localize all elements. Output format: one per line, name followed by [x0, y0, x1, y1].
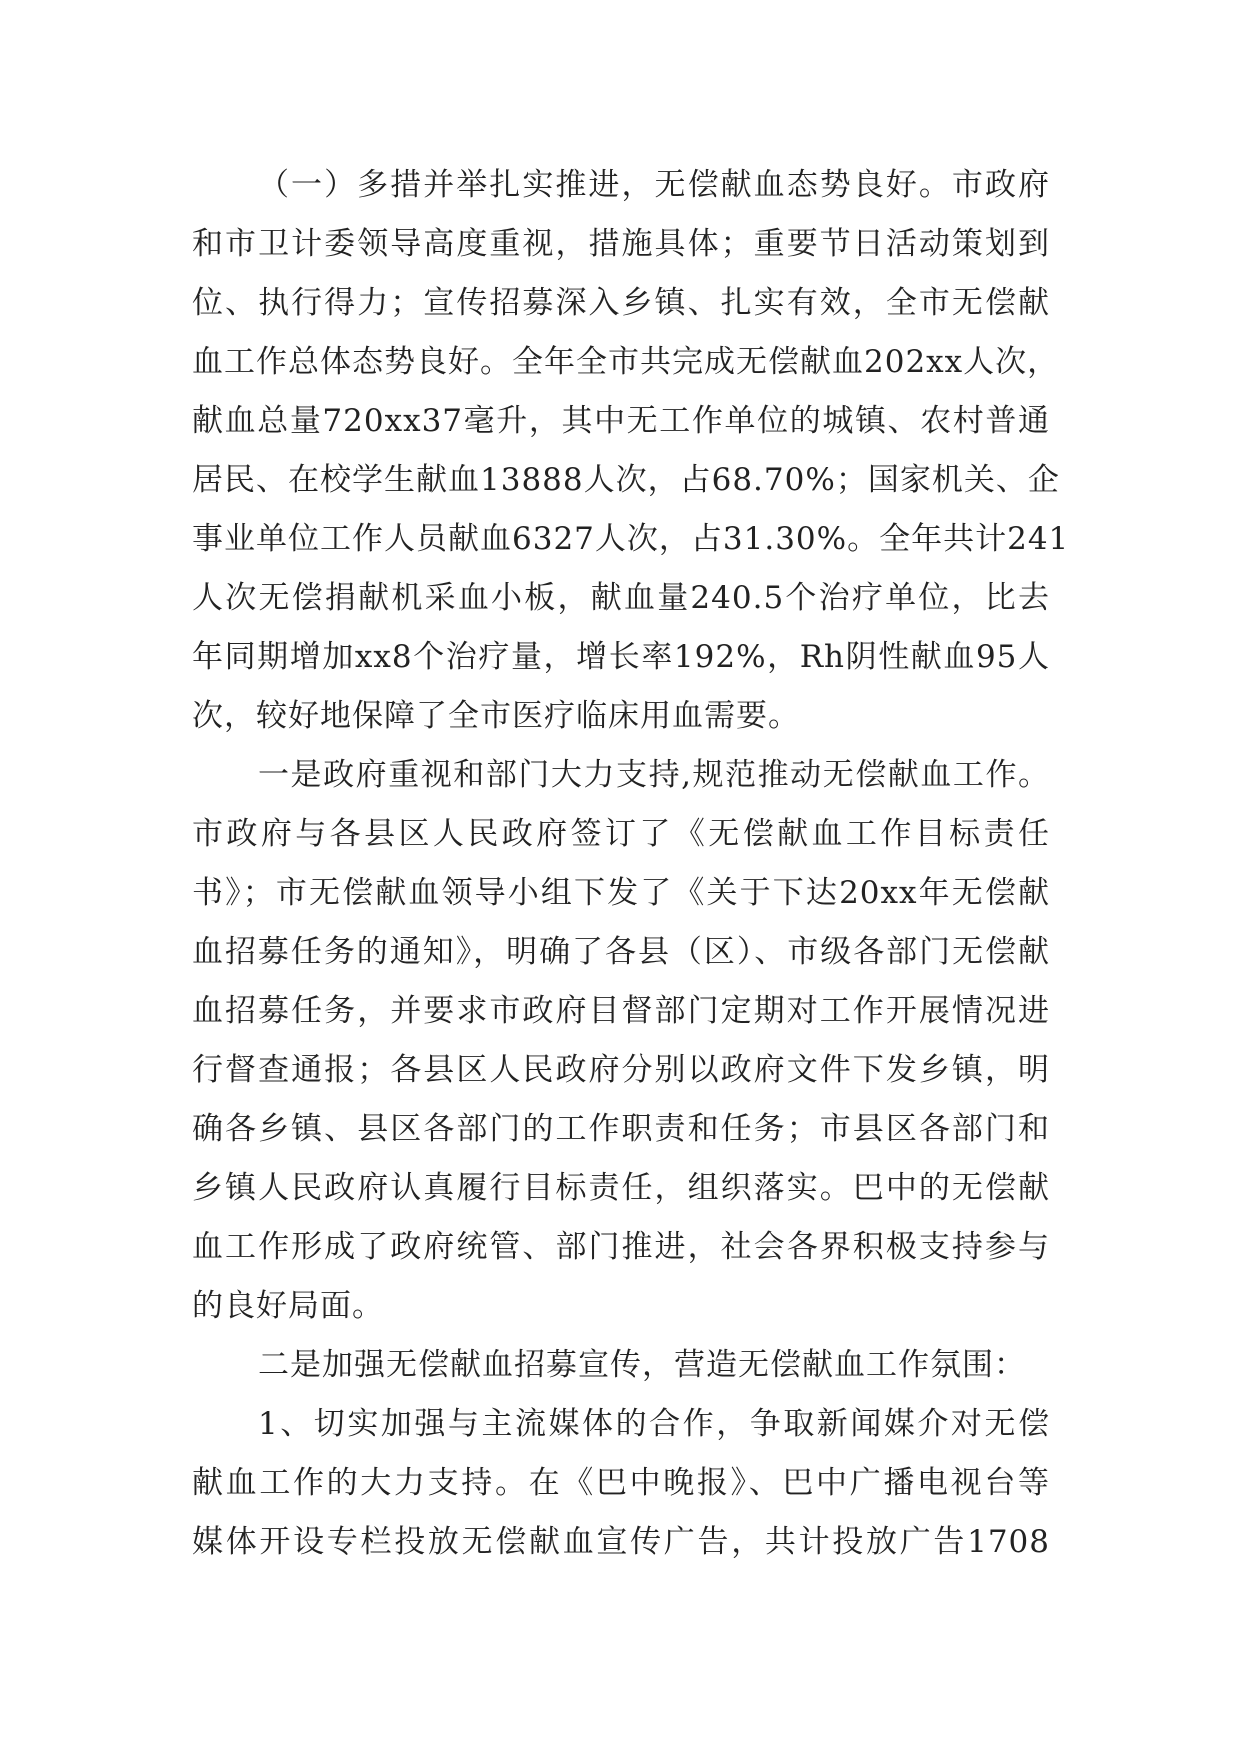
text-line: 一是政府重视和部门大力支持,规范推动无偿献血工作。	[258, 757, 1050, 793]
paragraph-2	[192, 746, 1050, 1336]
text-line: 市政府与各县区人民政府签订了《无偿献血工作目标责任	[192, 816, 1050, 852]
text-line: 年同期增加xx8个治疗量，增长率192%，Rh阴性献血95人	[192, 639, 1050, 675]
text-line: 二是加强无偿献血招募宣传，营造无偿献血工作氛围：	[258, 1347, 1026, 1383]
text-line: 书》；市无偿献血领导小组下发了《关于下达20xx年无偿献	[192, 875, 1050, 911]
text-line: 居民、在校学生献血13888人次，占68.70%；国家机关、企	[192, 462, 1060, 498]
document-body	[192, 156, 1070, 1572]
text-line: 1、切实加强与主流媒体的合作，争取新闻媒介对无偿	[258, 1406, 1050, 1442]
text-line: 献血工作的大力支持。在《巴中晚报》、巴中广播电视台等	[192, 1465, 1050, 1501]
text-line: 血工作总体态势良好。全年全市共完成无偿献血202xx人次，	[192, 344, 1060, 380]
paragraph-1	[192, 156, 1070, 746]
text-line: 行督查通报；各县区人民政府分别以政府文件下发乡镇，明	[192, 1052, 1050, 1088]
text-line: 确各乡镇、县区各部门的工作职责和任务；市县区各部门和	[192, 1111, 1050, 1147]
text-line: 和市卫计委领导高度重视，措施具体；重要节日活动策划到	[192, 226, 1050, 262]
text-line: 血招募任务的通知》，明确了各县（区）、市级各部门无偿献	[192, 934, 1050, 970]
paragraph-3	[192, 1336, 1050, 1395]
paragraph-4	[192, 1395, 1050, 1572]
text-line: 人次无偿捐献机采血小板，献血量240.5个治疗单位，比去	[192, 580, 1050, 616]
text-line: 位、执行得力；宣传招募深入乡镇、扎实有效，全市无偿献	[192, 285, 1050, 321]
text-line: 媒体开设专栏投放无偿献血宣传广告，共计投放广告1708	[192, 1524, 1050, 1560]
text-line: 的良好局面。	[192, 1288, 384, 1324]
text-line: 血工作形成了政府统管、部门推进，社会各界积极支持参与	[192, 1229, 1050, 1265]
text-line: 献血总量720xx37毫升，其中无工作单位的城镇、农村普通	[192, 403, 1050, 439]
text-line: 事业单位工作人员献血6327人次，占31.30%。全年共计241	[192, 521, 1070, 557]
text-line: （一）多措并举扎实推进，无偿献血态势良好。市政府	[258, 167, 1050, 203]
text-line: 次，较好地保障了全市医疗临床用血需要。	[192, 698, 800, 734]
text-line: 乡镇人民政府认真履行目标责任，组织落实。巴中的无偿献	[192, 1170, 1050, 1206]
text-line: 血招募任务，并要求市政府目督部门定期对工作开展情况进	[192, 993, 1050, 1029]
